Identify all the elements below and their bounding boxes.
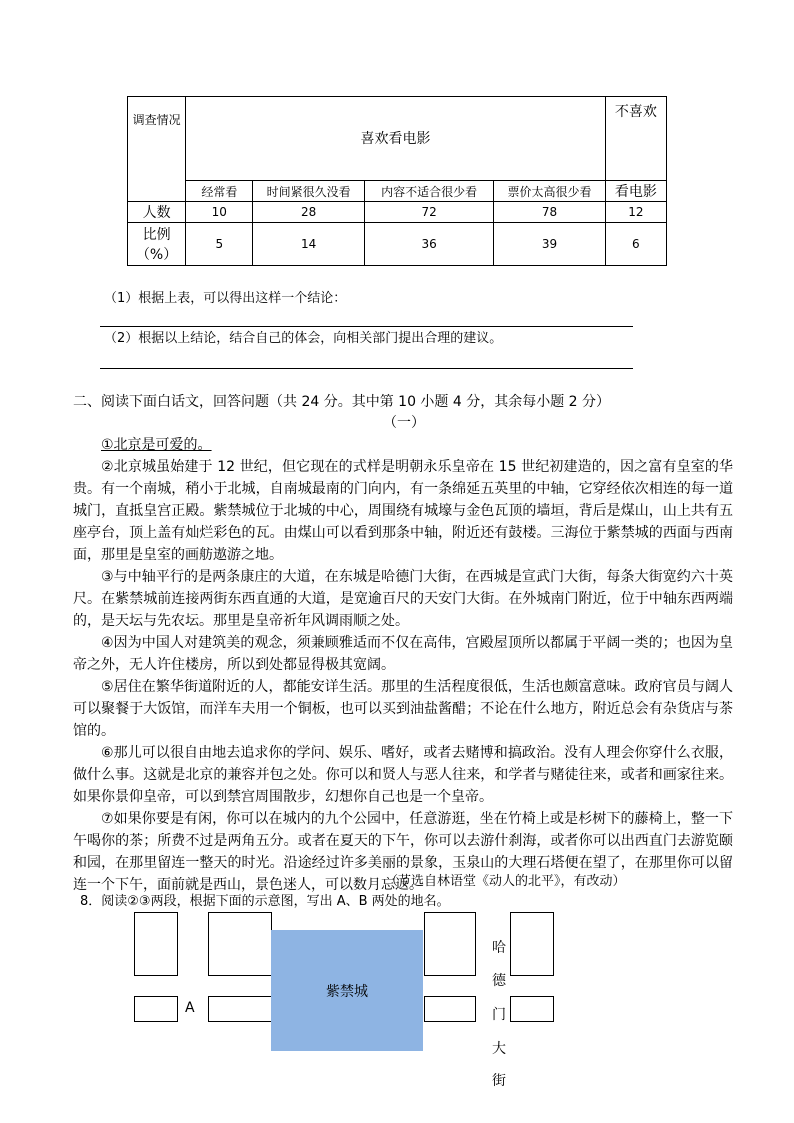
source-note: （节选自林语堂《动人的北平》，有改动） bbox=[385, 874, 626, 889]
part-label: （一） bbox=[383, 415, 425, 431]
forbidden-city-block bbox=[271, 930, 423, 1051]
dislike-header-top: 不喜欢 bbox=[605, 97, 666, 181]
table-cell: 10 bbox=[186, 202, 253, 223]
block bbox=[510, 912, 554, 976]
question-1: （1）根据上表，可以得出这样一个结论： bbox=[104, 291, 347, 306]
street-char: 哈 bbox=[492, 940, 506, 956]
street-char: 德 bbox=[492, 973, 506, 989]
street-char: 街 bbox=[492, 1073, 506, 1089]
table-cell: 39 bbox=[494, 223, 605, 266]
block bbox=[510, 996, 554, 1022]
block bbox=[208, 996, 272, 1022]
table-cell: 72 bbox=[364, 202, 493, 223]
table-cell: 5 bbox=[186, 223, 253, 266]
table-cell: 36 bbox=[364, 223, 493, 266]
passage bbox=[73, 434, 733, 896]
table-cell: 14 bbox=[253, 223, 364, 266]
table-corner-label: 调查情况 bbox=[128, 97, 186, 202]
survey-table bbox=[127, 96, 667, 266]
table-cell: 78 bbox=[494, 202, 605, 223]
block bbox=[424, 912, 476, 976]
row-ratio-label-line2: （%） bbox=[135, 247, 178, 264]
table-cell: 6 bbox=[605, 223, 666, 266]
answer-line-2[interactable] bbox=[100, 368, 633, 369]
answer-line-1[interactable] bbox=[100, 326, 633, 327]
map-label-a: A bbox=[185, 1000, 195, 1016]
paragraph-1 bbox=[73, 434, 733, 456]
paragraph-7: ⑦如果你要是有闲，你可以在城内的九个公园中，任意游逛，坐在竹椅上或是杉树下的藤椅上，整一下午喝你的茶；所费不过是两角五分。或者在夏天的下午，你可以去游什刹海，或者你可以出西直门去游览颐和园，在那里留连一整天的时光。沿途经过许多美丽的景象，玉泉山的大理石塔便在望了，在那里你可以留连一个下午，面前就是西山，景色迷人，可以数月忘返。 bbox=[73, 811, 733, 893]
street-char: 门 bbox=[492, 1007, 506, 1023]
paragraph-5: ⑤居住在繁华街道附近的人，都能安详生活。那里的生活程度很低，生活也颇富意味。政府官员与阔人可以聚餐于大饭馆，而洋车夫用一个铜板，也可以买到油盐酱醋；不论在什么地方，附近总会有杂货店与茶馆的。 bbox=[73, 679, 733, 739]
sub-header: 经常看 bbox=[186, 180, 253, 201]
dislike-header-bottom: 看电影 bbox=[605, 180, 666, 201]
table-cell: 12 bbox=[605, 202, 666, 223]
section-heading: 二、阅读下面白话文，回答问题（共 24 分。其中第 10 小题 4 分，其余每小题 2 分） bbox=[73, 394, 611, 410]
block bbox=[208, 912, 272, 976]
paragraph-6: ⑥那儿可以很自由地去追求你的学问、娱乐、嗜好，或者去赌博和搞政治。没有人理会你穿什么衣服，做什么事。这就是北京的兼容并包之处。你可以和贤人与恶人往来，和学者与赌徒往来，或者和画家往来。如果你景仰皇帝，可以到禁宫周围散步，幻想你自己也是一个皇帝。 bbox=[73, 745, 733, 805]
question-2: （2）根据以上结论，结合自己的体会，向相关部门提出合理的建议。 bbox=[104, 331, 503, 346]
sub-header: 内容不适合很少看 bbox=[364, 180, 493, 201]
block bbox=[424, 996, 476, 1022]
row-count-label: 人数 bbox=[128, 202, 186, 223]
forbidden-city-label: 紫禁城 bbox=[326, 983, 368, 1000]
paragraph-4: ④因为中国人对建筑美的观念，须兼顾雅适而不仅在高伟，宫殿屋顶所以都属于平阔一类的；也因为皇帝之外，无人许住楼房，所以到处都显得极其宽阔。 bbox=[73, 635, 733, 673]
paragraph-1-text: ①北京是可爱的。 bbox=[101, 437, 212, 453]
paragraph-2: ②北京城虽始建于 12 世纪，但它现在的式样是明朝永乐皇帝在 15 世纪初建造的，因之富有皇室的华贵。有一个南城，稍小于北城，自南城最南的门向内，有一条绵延五英里的中轴，它穿经依次相连的每一道城门，直抵皇宫正殿。紫禁城位于北城的中心，周围绕有城壕与金色瓦顶的墙垣，背后是煤山，山上共有五座亭台，顶上盖有灿烂彩色的瓦。由煤山可以看到那条中轴，附近还有鼓楼。三海位于紫禁城的西面与西南面，那里是皇室的画舫遨游之地。 bbox=[73, 459, 733, 563]
question-8: 8．阅读②③两段，根据下面的示意图，写出 A、B 两处的地名。 bbox=[80, 894, 450, 909]
sub-header: 时间紧很久没看 bbox=[253, 180, 364, 201]
block bbox=[134, 912, 178, 976]
block bbox=[134, 996, 178, 1022]
street-char: 大 bbox=[492, 1041, 506, 1057]
row-ratio-label-line1: 比例 bbox=[142, 227, 171, 244]
table-cell: 28 bbox=[253, 202, 364, 223]
like-movies-header: 喜欢看电影 bbox=[186, 97, 606, 181]
paragraph-3: ③与中轴平行的是两条康庄的大道，在东城是哈德门大街，在西城是宣武门大街，每条大街宽约六十英尺。在紫禁城前连接两街东西直通的大道，是宽逾百尺的天安门大街。在外城南门附近，位于中轴东西两端的，是天坛与先农坛。那里是皇帝祈年风调雨顺之处。 bbox=[73, 569, 733, 629]
row-ratio-label bbox=[128, 223, 186, 266]
sub-header: 票价太高很少看 bbox=[494, 180, 605, 201]
